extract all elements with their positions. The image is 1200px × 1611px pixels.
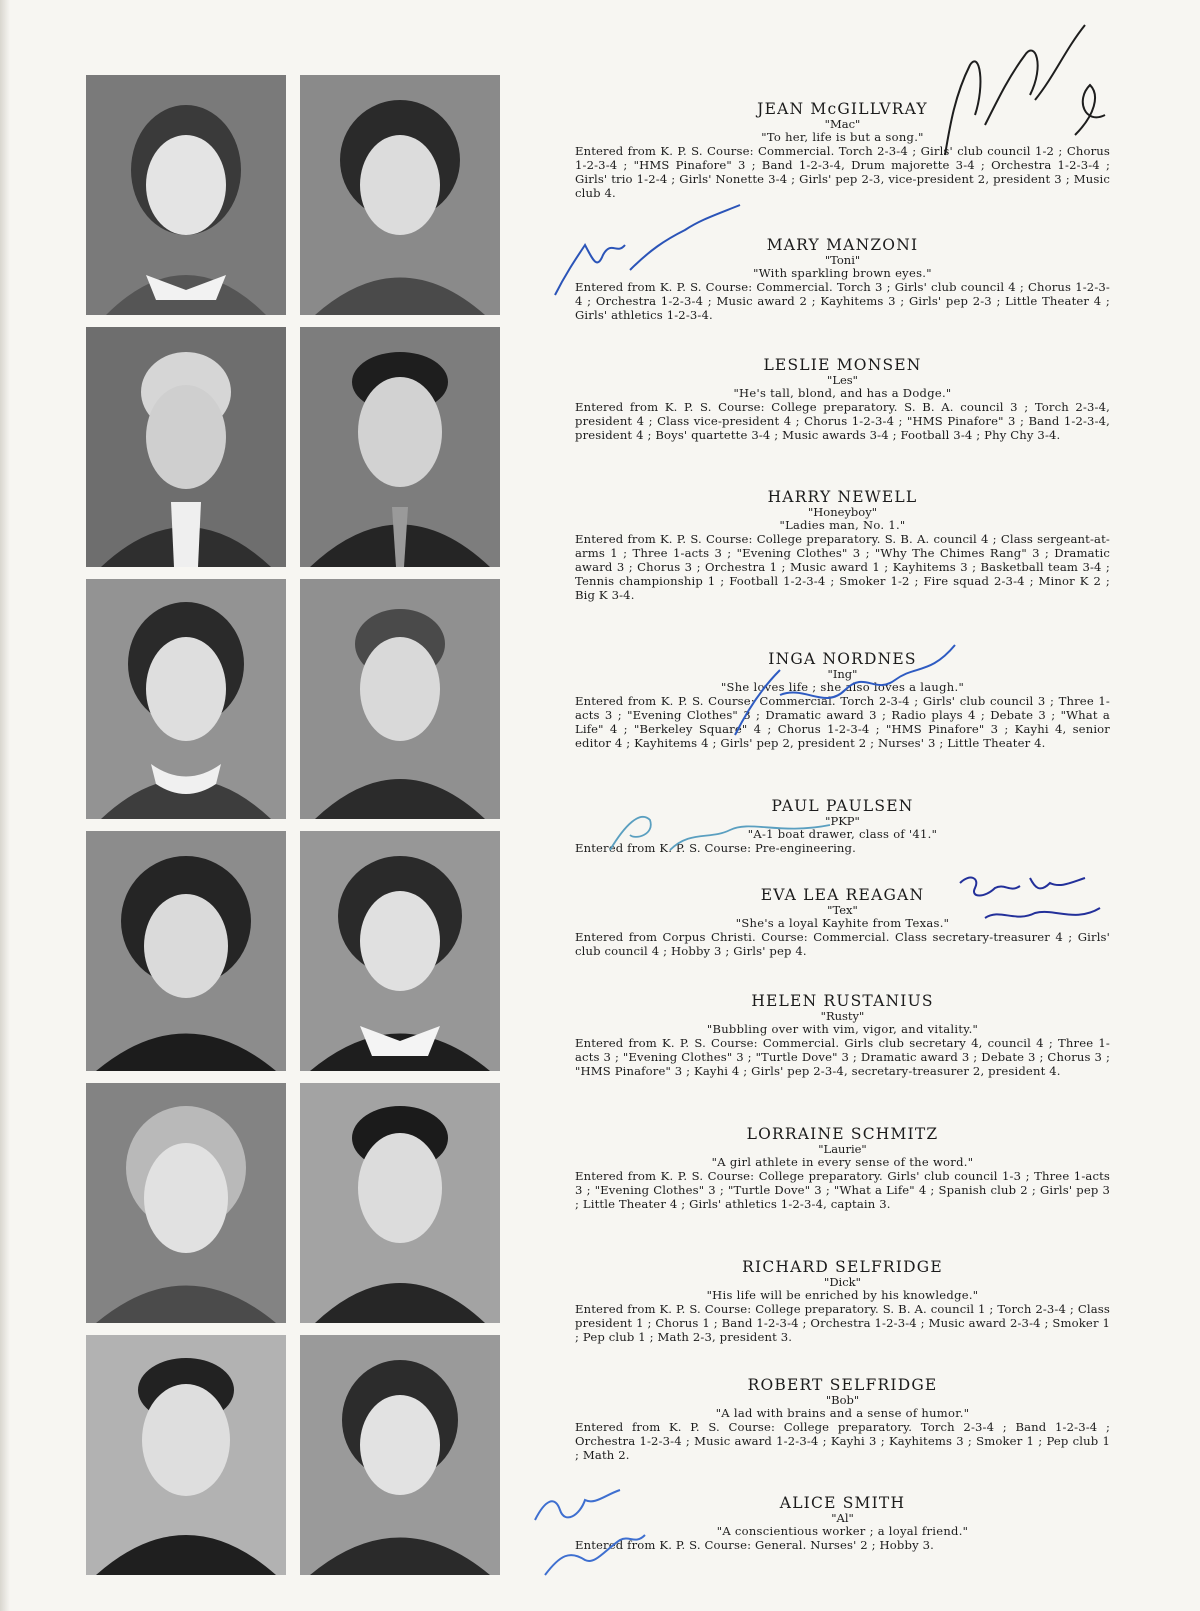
entry-record: Entered from K. P. S. Course: College preparatory. Torch 2-3-4 ; Band 1-2-3-4 ; Orchestra 1-2-3-4 ; Music award 1-2-3-4 ; Kayhi 3 ; Kayhitems 3 ; Smoker 1 ; Pep club 1 ; Math 2. (575, 1420, 1110, 1462)
senior-entries (575, 60, 1110, 1590)
portrait-eva-lea-reagan (86, 831, 286, 1071)
entry-nickname: "Rusty" (820, 1009, 865, 1023)
entry-nickname: "Tex" (827, 903, 858, 917)
entry-quote: "His life will be enriched by his knowledge." (706, 1288, 979, 1302)
entry-record: Entered from K. P. S. Course: Pre-engineering. (575, 841, 856, 855)
entry-quote: "A-1 boat drawer, class of '41." (747, 827, 938, 841)
entry-record: Entered from K. P. S. Course: Commercial. Torch 2-3-4 ; Girls' club council 3 ; Three 1-acts 3 ; "Evening Clothes" 3 ; Dramatic award 3 ; Radio plays 4 ; Debate 3 ; "What a Life" 4 ; "Berkeley Square" 4 ; Chorus 1-2-3-4 ; "HMS Pinafore" 3 ; Kayhi 4, senior editor 4 ; Kayhitems 4 ; Girls' pep 2, president 2 ; Nurses' 3 ; Little Theater 4. (575, 694, 1110, 750)
portrait-inga-nordnes (86, 579, 286, 819)
entry-eva-lea-reagan (575, 886, 1110, 958)
entry-robert-selfridge (575, 1376, 1110, 1462)
entry-record: Entered from K. P. S. Course: General. Nurses' 2 ; Hobby 3. (575, 1538, 934, 1552)
portrait-alice-smith (300, 1335, 500, 1575)
entry-name: INGA NORDNES (768, 650, 917, 668)
entry-nickname: "Bob" (825, 1393, 860, 1407)
entry-name: LORRAINE SCHMITZ (746, 1125, 939, 1143)
entry-record: Entered from K. P. S. Course: College preparatory. Girls' club council 1-3 ; Three 1-acts 3 ; "Evening Clothes" 3 ; "Turtle Dove" 3 ; "What a Life" 4 ; Spanish club 2 ; Girls' pep 3 ; Little Theater 4 ; Girls' athletics 1-2-3-4, captain 3. (575, 1169, 1110, 1211)
portrait-paul-paulsen (300, 579, 500, 819)
entry-quote: "To her, life is but a song." (761, 130, 924, 144)
entry-nickname: "Honeyboy" (807, 505, 878, 519)
entry-name: EVA LEA REAGAN (760, 886, 925, 904)
entry-nickname: "Laurie" (818, 1142, 867, 1156)
entry-nickname: "Toni" (824, 253, 861, 267)
entry-name: JEAN McGILLVRAY (757, 100, 928, 118)
entry-record: Entered from K. P. S. Course: College preparatory. S. B. A. council 4 ; Class sergeant-at-arms 1 ; Three 1-acts 3 ; "Evening Clothes" 3 ; "Why The Chimes Rang" 3 ; Dramatic award 3 ; Chorus 3 ; Orchestra 1 ; Music award 1 ; Kayhitems 3 ; Basketball team 3-4 ; Tennis championship 1 ; Football 1-2-3-4 ; Smoker 1-2 ; Fire squad 2-3-4 ; Minor K 2 ; Big K 3-4. (575, 532, 1110, 602)
entry-quote: "She loves life ; she also loves a laugh." (720, 680, 965, 694)
portrait-leslie-monsen (86, 327, 286, 567)
entry-quote: "A conscientious worker ; a loyal friend." (716, 1524, 969, 1538)
entry-harry-newell (575, 488, 1110, 602)
entry-name: LESLIE MONSEN (763, 356, 922, 374)
portrait-harry-newell (300, 327, 500, 567)
entry-helen-rustanius (575, 992, 1110, 1078)
entry-quote: "She's a loyal Kayhite from Texas." (735, 916, 950, 930)
portrait-richard-selfridge (300, 1083, 500, 1323)
page-edge (0, 0, 10, 1611)
entry-name: ALICE SMITH (779, 1494, 906, 1512)
entry-nickname: "Mac" (824, 117, 861, 131)
entry-name: HARRY NEWELL (767, 488, 918, 506)
entry-record: Entered from K. P. S. Course: College preparatory. S. B. A. council 1 ; Torch 2-3-4 ; Class president 1 ; Chorus 1 ; Band 1-2-3-4 ; Orchestra 1-2-3-4 ; Music award 2-3-4 ; Smoker 1 ; Pep club 1 ; Math 2-3, president 3. (575, 1302, 1110, 1344)
entry-record: Entered from K. P. S. Course: Commercial. Torch 3 ; Girls' club council 4 ; Chorus 1-2-3-4 ; Orchestra 1-2-3-4 ; Music award 2 ; Kayhitems 3 ; Girls' pep 2-3 ; Little Theater 4 ; Girls' athletics 1-2-3-4. (575, 280, 1110, 322)
entry-paul-paulsen (575, 797, 1110, 855)
entry-record: Entered from K. P. S. Course: Commercial. Torch 2-3-4 ; Girls' club council 1-2 ; Chorus 1-2-3-4 ; "HMS Pinafore" 3 ; Band 1-2-3-4, Drum majorette 3-4 ; Orchestra 1-2-3-4 ; Girls' trio 1-2-4 ; Girls' Nonette 3-4 ; Girls' pep 2-3, vice-president 2, president 3 ; Music club 4. (575, 144, 1110, 200)
entry-leslie-monsen (575, 356, 1110, 442)
entry-name: PAUL PAULSEN (771, 797, 914, 815)
entry-lorraine-schmitz (575, 1125, 1110, 1211)
entry-nickname: "Ing" (827, 667, 858, 681)
portrait-jean-mcgillvray (86, 75, 286, 315)
entry-jean-mcgillvray (575, 100, 1110, 200)
entry-richard-selfridge (575, 1258, 1110, 1344)
entry-quote: "Ladies man, No. 1." (779, 518, 906, 532)
entry-alice-smith (575, 1494, 1110, 1552)
entry-record: Entered from K. P. S. Course: College preparatory. S. B. A. council 3 ; Torch 2-3-4, president 4 ; Class vice-president 4 ; Chorus 1-2-3-4 ; "HMS Pinafore" 3 ; Band 1-2-3-4, president 4 ; Boys' quartette 3-4 ; Music awards 3-4 ; Football 3-4 ; Phy Chy 3-4. (575, 400, 1110, 442)
entry-quote: "With sparkling brown eyes." (753, 266, 932, 280)
entry-mary-manzoni (575, 236, 1110, 322)
entry-quote: "A girl athlete in every sense of the word." (711, 1155, 974, 1169)
portrait-helen-rustanius (300, 831, 500, 1071)
entry-nickname: "Dick" (824, 1275, 861, 1289)
entry-quote: "Bubbling over with vim, vigor, and vitality." (706, 1022, 979, 1036)
entry-name: ROBERT SELFRIDGE (747, 1376, 938, 1394)
entry-quote: "He's tall, blond, and has a Dodge." (733, 386, 952, 400)
portrait-lorraine-schmitz (86, 1083, 286, 1323)
entry-name: RICHARD SELFRIDGE (742, 1258, 943, 1276)
entry-record: Entered from K. P. S. Course: Commercial. Girls club secretary 4, council 4 ; Three 1-acts 3 ; "Evening Clothes" 3 ; "Turtle Dove" 3 ; Dramatic award 3 ; Debate 3 ; Chorus 3 ; "HMS Pinafore" 3 ; Kayhi 4 ; Girls' pep 2-3-4, secretary-treasurer 2, president 4. (575, 1036, 1110, 1078)
entry-name: MARY MANZONI (766, 236, 919, 254)
entry-nickname: "Al" (831, 1511, 854, 1525)
portrait-robert-selfridge (86, 1335, 286, 1575)
portrait-mary-manzoni (300, 75, 500, 315)
portrait-grid (86, 75, 516, 1595)
entry-quote: "A lad with brains and a sense of humor." (715, 1406, 970, 1420)
entry-inga-nordnes (575, 650, 1110, 750)
entry-nickname: "PKP" (825, 814, 860, 828)
entry-name: HELEN RUSTANIUS (751, 992, 934, 1010)
entry-nickname: "Les" (827, 373, 858, 387)
entry-record: Entered from Corpus Christi. Course: Commercial. Class secretary-treasurer 4 ; Girls' club council 4 ; Hobby 3 ; Girls' pep 4. (575, 930, 1110, 958)
